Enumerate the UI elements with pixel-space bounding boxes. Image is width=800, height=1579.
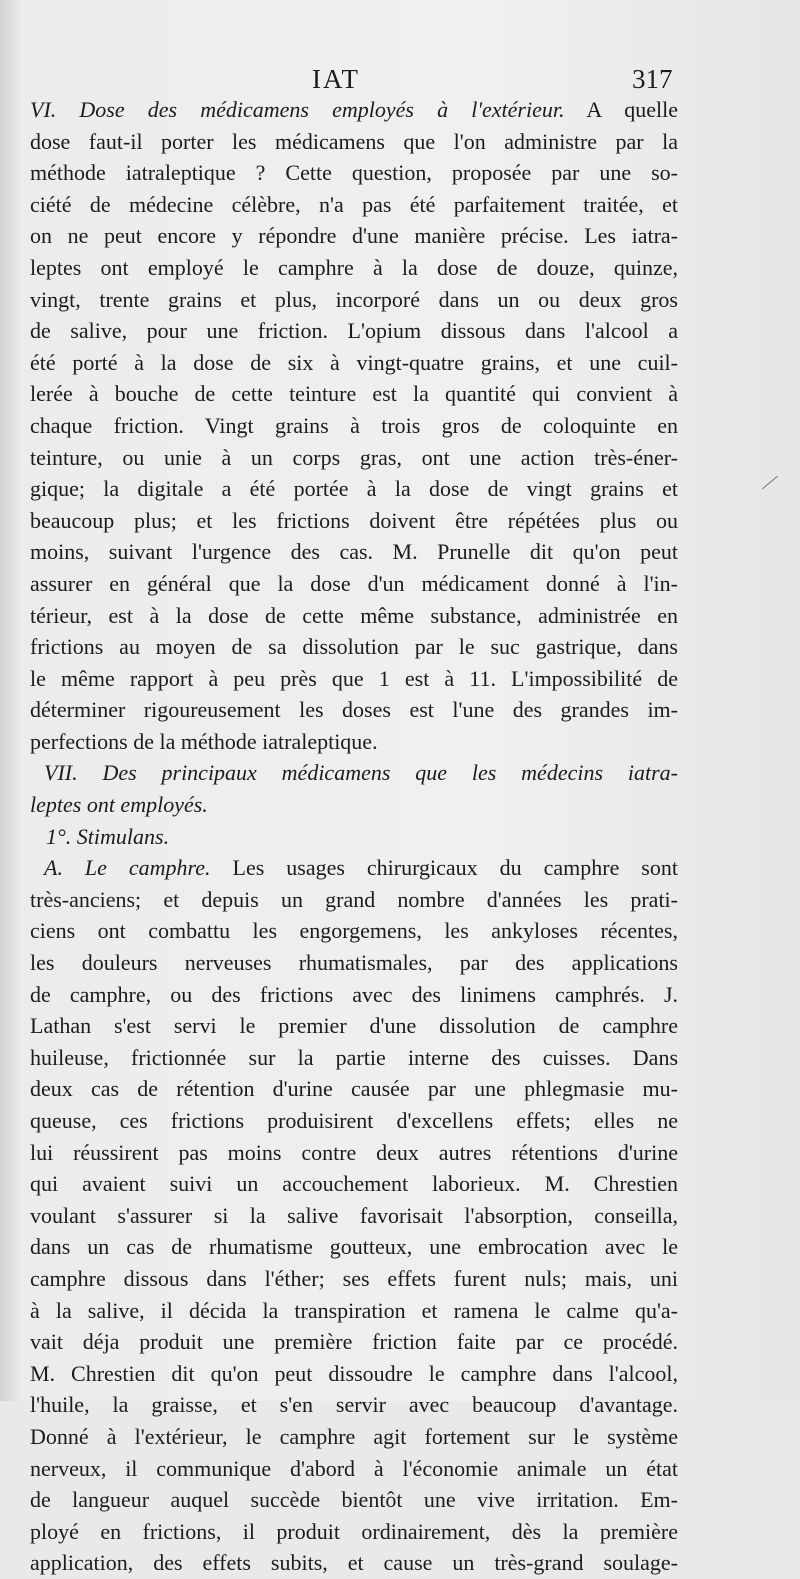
line-text: de salive, pour une friction. L'opium dissous dans l'alcool a bbox=[30, 318, 678, 344]
line-text: on ne peut encore y répondre d'une manière précise. Les iatra- bbox=[30, 223, 678, 249]
text-line bbox=[30, 252, 678, 284]
margin-pencil-mark bbox=[762, 476, 778, 490]
text-line bbox=[30, 126, 678, 158]
text-line bbox=[30, 915, 678, 947]
text-line bbox=[30, 600, 678, 632]
text-line bbox=[30, 1326, 678, 1358]
line-text: de camphre, ou des frictions avec des linimens camphrés. J. bbox=[30, 981, 678, 1007]
line-text: deux cas de rétention d'urine causée par une phlegmasie mu- bbox=[30, 1076, 678, 1102]
italic-heading: 1°. Stimulans. bbox=[46, 823, 170, 849]
line-text: vingt, trente grains et plus, incorporé dans un ou deux gros bbox=[30, 286, 678, 312]
running-title: IAT bbox=[312, 64, 360, 94]
text-line bbox=[30, 979, 678, 1011]
line-text: nerveux, il communique d'abord à l'économie animale un état bbox=[30, 1455, 678, 1481]
text-line bbox=[30, 631, 678, 663]
text-line bbox=[30, 284, 678, 316]
italic-heading: VI. Dose des médicamens employés à l'extérieur. bbox=[30, 97, 565, 122]
line-text: lerée à bouche de cette teinture est la quantité qui convient à bbox=[30, 381, 678, 407]
italic-heading: A. Le camphre. bbox=[44, 855, 211, 881]
text-line bbox=[30, 1453, 678, 1485]
line-text: lui réussirent pas moins contre deux autres rétentions d'urine bbox=[30, 1139, 678, 1165]
line-text: à la salive, il décida la transpiration et ramena le calme qu'a- bbox=[30, 1297, 678, 1323]
text-line bbox=[30, 726, 678, 758]
line-text: Donné à l'extérieur, le camphre agit fortement sur le système bbox=[30, 1423, 678, 1449]
italic-heading: leptes ont employés. bbox=[30, 792, 208, 818]
text-line bbox=[30, 1389, 678, 1421]
text-line bbox=[30, 757, 678, 789]
text-line bbox=[30, 1263, 678, 1295]
text-line bbox=[30, 378, 678, 410]
line-text: queuse, ces frictions produisirent d'excellens effets; elles ne bbox=[30, 1108, 678, 1133]
text-line bbox=[30, 473, 678, 505]
text-line bbox=[30, 789, 678, 821]
text-line bbox=[30, 1358, 678, 1390]
text-line bbox=[30, 1010, 678, 1042]
line-text: frictions au moyen de sa dissolution par le suc gastrique, dans bbox=[30, 634, 678, 660]
line-text: vait déja produit une première friction faite par ce procédé. bbox=[30, 1329, 678, 1355]
line-text: Les usages chirurgicaux du camphre sont bbox=[210, 855, 678, 881]
line-text: beaucoup plus; et les frictions doivent être répétées plus ou bbox=[30, 507, 678, 533]
text-line bbox=[30, 1231, 678, 1263]
text-line bbox=[30, 157, 678, 189]
line-text: térieur, est à la dose de cette même substance, administrée en bbox=[30, 602, 678, 628]
line-text: voulant s'assurer si la salive favorisait l'absorption, conseilla, bbox=[30, 1202, 678, 1228]
text-line bbox=[30, 1516, 678, 1548]
page-body-text bbox=[30, 94, 678, 1579]
text-line bbox=[30, 536, 678, 568]
text-line bbox=[30, 1200, 678, 1232]
line-text: de langueur auquel succède bientôt une vive irritation. Em- bbox=[30, 1487, 678, 1513]
text-line bbox=[30, 568, 678, 600]
text-line bbox=[30, 1484, 678, 1516]
line-text: dans un cas de rhumatisme goutteux, une embrocation avec le bbox=[30, 1234, 678, 1260]
text-line bbox=[30, 315, 678, 347]
text-line bbox=[30, 220, 678, 252]
line-text: assurer en général que la dose d'un médicament donné à l'in- bbox=[30, 570, 678, 596]
line-text: qui avaient suivi un accouchement laborieux. M. Chrestien bbox=[30, 1171, 678, 1197]
page-number: 317 bbox=[632, 64, 673, 94]
text-line bbox=[30, 1168, 678, 1200]
line-text: dose faut-il porter les médicamens que l'on administre par la bbox=[30, 128, 678, 154]
text-line bbox=[30, 884, 678, 916]
line-text: leptes ont employé le camphre à la dose de douze, quinze, bbox=[30, 254, 678, 280]
text-line bbox=[30, 663, 678, 695]
line-text: l'huile, la graisse, et s'en servir avec beaucoup d'avantage. bbox=[30, 1392, 678, 1418]
text-line bbox=[30, 347, 678, 379]
line-text: A quelle bbox=[564, 97, 678, 122]
text-line bbox=[30, 442, 678, 474]
line-text: ciété de médecine célèbre, n'a pas été parfaitement traitée, et bbox=[30, 191, 678, 217]
text-line bbox=[30, 1105, 678, 1137]
line-text: moins, suivant l'urgence des cas. M. Prunelle dit qu'on peut bbox=[30, 539, 678, 565]
text-line bbox=[30, 1421, 678, 1453]
line-text: Lathan s'est servi le premier d'une dissolution de camphre bbox=[30, 1013, 678, 1039]
line-text: méthode iatraleptique ? Cette question, proposée par une so- bbox=[30, 160, 678, 186]
text-line bbox=[30, 821, 678, 853]
line-text: huileuse, frictionnée sur la partie interne des cuisses. Dans bbox=[30, 1044, 678, 1070]
text-line bbox=[30, 189, 678, 221]
line-text: ciens ont combattu les engorgemens, les ankyloses récentes, bbox=[30, 918, 678, 944]
text-line bbox=[30, 1137, 678, 1169]
line-text: teinture, ou unie à un corps gras, ont une action très-éner- bbox=[30, 444, 678, 470]
text-line bbox=[30, 1295, 678, 1327]
text-line bbox=[30, 505, 678, 537]
line-text: M. Chrestien dit qu'on peut dissoudre le camphre dans l'alcool, bbox=[30, 1360, 678, 1386]
text-line bbox=[30, 1547, 678, 1579]
line-text: le même rapport à peu près que 1 est à 11. L'impossibilité de bbox=[30, 665, 678, 691]
text-line bbox=[30, 1073, 678, 1105]
line-text: chaque friction. Vingt grains à trois gros de coloquinte en bbox=[30, 412, 678, 438]
text-line bbox=[30, 94, 678, 126]
italic-heading: VII. Des principaux médicamens que les médecins iatra- bbox=[44, 760, 678, 786]
line-text: camphre dissous dans l'éther; ses effets furent nuls; mais, uni bbox=[30, 1265, 678, 1291]
text-line bbox=[30, 1042, 678, 1074]
line-text: été porté à la dose de six à vingt-quatre grains, et une cuil- bbox=[30, 349, 678, 375]
line-text: application, des effets subits, et cause un très-grand soulage- bbox=[30, 1550, 678, 1576]
text-line bbox=[30, 947, 678, 979]
line-text: perfections de la méthode iatraleptique. bbox=[30, 728, 378, 754]
text-line bbox=[30, 852, 678, 884]
line-text: les douleurs nerveuses rhumatismales, par des applications bbox=[30, 950, 678, 976]
line-text: déterminer rigoureusement les doses est l'une des grandes im- bbox=[30, 697, 678, 723]
line-text: ployé en frictions, il produit ordinairement, dès la première bbox=[30, 1518, 678, 1544]
text-line bbox=[30, 694, 678, 726]
text-line bbox=[30, 410, 678, 442]
line-text: très-anciens; et depuis un grand nombre d'années les prati- bbox=[30, 886, 678, 912]
line-text: gique; la digitale a été portée à la dose de vingt grains et bbox=[30, 476, 678, 502]
